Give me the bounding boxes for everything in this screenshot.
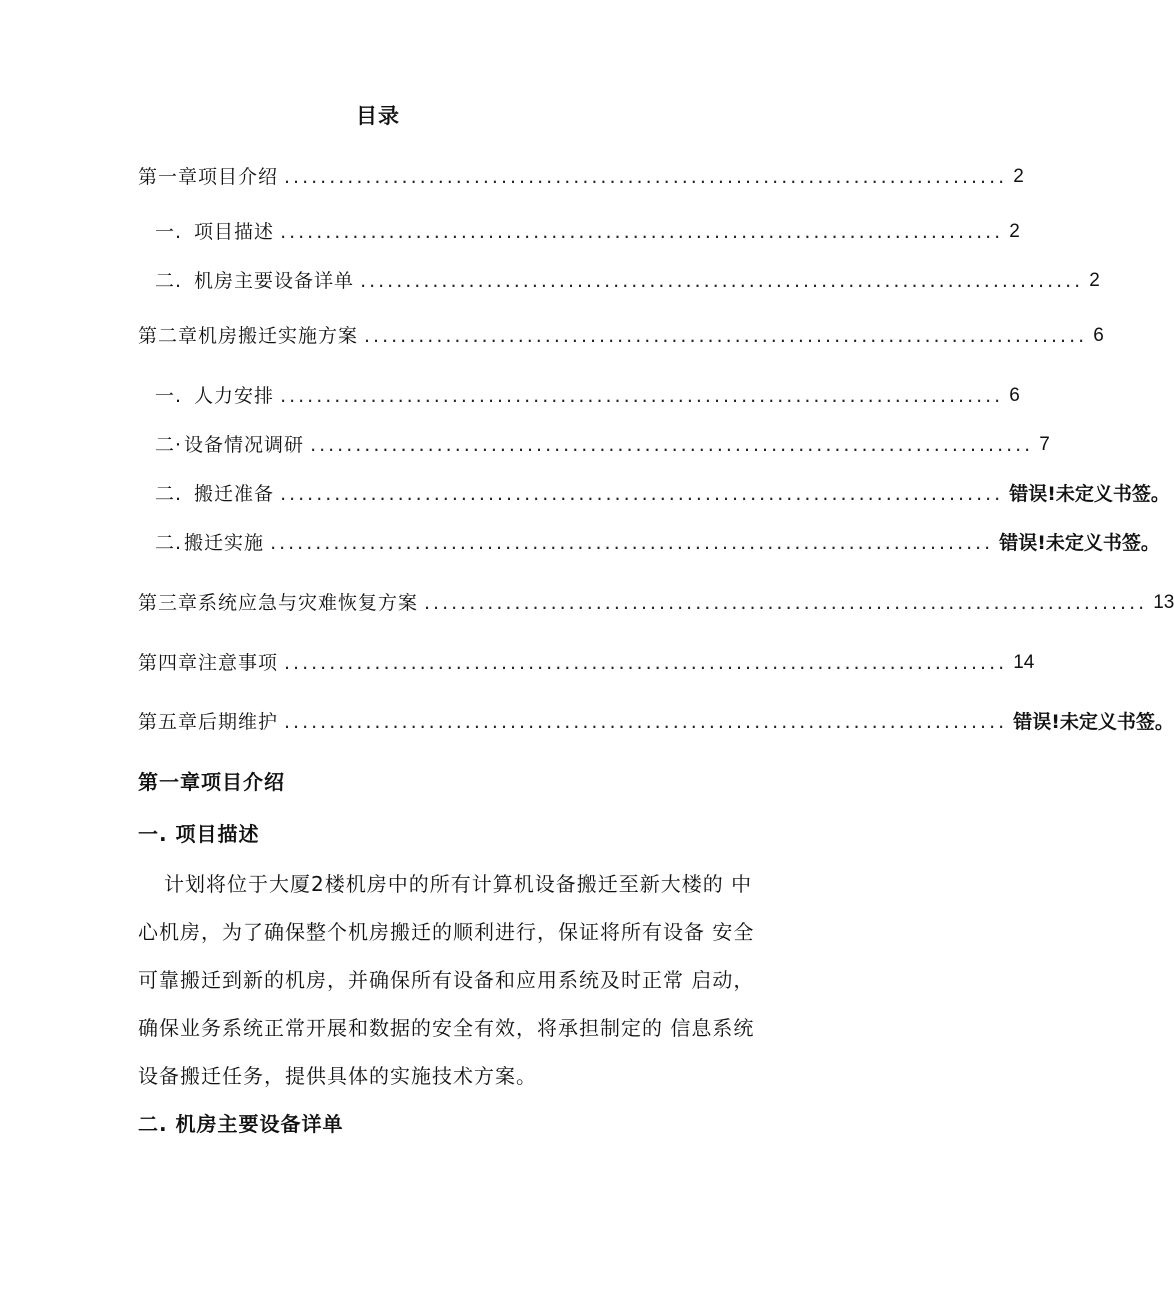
paragraph-line: 计划将位于大厦2楼机房中的所有计算机设备搬迁至新大楼的 中 <box>164 872 753 896</box>
toc-entry-label: 第二章机房搬迁实施方案 <box>138 325 359 347</box>
toc-leader: ................................................................................ <box>364 325 1088 347</box>
toc-entry-label: 项目描述 <box>194 221 275 243</box>
toc-leader: ................................................................................ <box>270 532 994 554</box>
toc-entry-prefix: 二. <box>155 270 183 292</box>
toc-entry-label: 人力安排 <box>194 385 275 407</box>
toc-entry-section-2-1[interactable] <box>155 381 1020 411</box>
toc-entry-prefix: 二. <box>155 532 183 554</box>
toc-entry-section-2-4[interactable] <box>155 528 1160 558</box>
toc-entry-chapter-1[interactable] <box>138 162 1024 192</box>
toc-leader: ................................................................................ <box>310 434 1034 456</box>
toc-entry-chapter-4[interactable] <box>138 648 1035 678</box>
toc-page-number: 2 <box>1009 221 1020 242</box>
toc-leader: ................................................................................ <box>284 166 1008 188</box>
section-heading: 一. 项目描述 <box>138 822 260 846</box>
toc-title: 目录 <box>356 104 400 128</box>
toc-entry-section-2-2[interactable] <box>155 430 1050 460</box>
paragraph-line: 可靠搬迁到新的机房，并确保所有设备和应用系统及时正常 启动， <box>138 968 755 992</box>
toc-leader: ................................................................................ <box>280 385 1004 407</box>
toc-entry-chapter-2[interactable] <box>138 321 1104 351</box>
toc-leader: ................................................................................ <box>280 483 1004 505</box>
toc-leader: ................................................................................ <box>280 221 1004 243</box>
toc-entry-label: 设备情况调研 <box>184 434 305 456</box>
toc-page-error: 错误!未定义书签。 <box>1013 711 1174 733</box>
body-paragraph <box>138 860 778 1100</box>
toc-entry-chapter-5[interactable] <box>138 707 1174 737</box>
toc-page-number: 6 <box>1009 385 1020 406</box>
toc-entry-prefix: 二. <box>155 483 183 505</box>
toc-entry-section-1-1[interactable] <box>155 217 1020 247</box>
toc-entry-prefix: 二· <box>155 434 183 456</box>
toc-leader: ................................................................................ <box>360 270 1084 292</box>
toc-page-number: 13 <box>1153 592 1174 613</box>
toc-entry-label: 第三章系统应急与灾难恢复方案 <box>138 592 419 614</box>
toc-page-number: 14 <box>1013 652 1035 673</box>
toc-leader: ................................................................................ <box>284 711 1008 733</box>
toc-page-error: 错误!未定义书签。 <box>1009 483 1170 505</box>
chapter-heading: 第一章项目介绍 <box>138 770 285 794</box>
paragraph-line: 设备搬迁任务，提供具体的实施技术方案。 <box>138 1064 537 1088</box>
toc-entry-label: 第四章注意事项 <box>138 652 279 674</box>
section-heading: 二. 机房主要设备详单 <box>138 1112 344 1136</box>
toc-entry-label: 机房主要设备详单 <box>194 270 355 292</box>
toc-page-number: 2 <box>1089 270 1100 291</box>
toc-page-number: 6 <box>1093 325 1104 346</box>
toc-page-number: 2 <box>1013 166 1024 187</box>
paragraph-line: 心机房，为了确保整个机房搬迁的顺利进行，保证将所有设备 安全 <box>138 920 755 944</box>
toc-page-number: 7 <box>1039 434 1050 455</box>
toc-entry-label: 第五章后期维护 <box>138 711 279 733</box>
paragraph-line: 确保业务系统正常开展和数据的安全有效，将承担制定的 信息系统 <box>138 1016 755 1040</box>
toc-page-error: 错误!未定义书签。 <box>999 532 1160 554</box>
toc-entry-label: 搬迁准备 <box>194 483 275 505</box>
toc-entry-chapter-3[interactable] <box>138 588 1174 618</box>
toc-entry-label: 第一章项目介绍 <box>138 166 279 188</box>
toc-entry-prefix: 一. <box>155 385 183 407</box>
toc-entry-label: 搬迁实施 <box>184 532 265 554</box>
toc-entry-section-2-3[interactable] <box>155 479 1170 509</box>
toc-entry-section-1-2[interactable] <box>155 266 1100 296</box>
toc-leader: ................................................................................ <box>424 592 1148 614</box>
toc-entry-prefix: 一. <box>155 221 183 243</box>
toc-leader: ................................................................................ <box>284 652 1008 674</box>
